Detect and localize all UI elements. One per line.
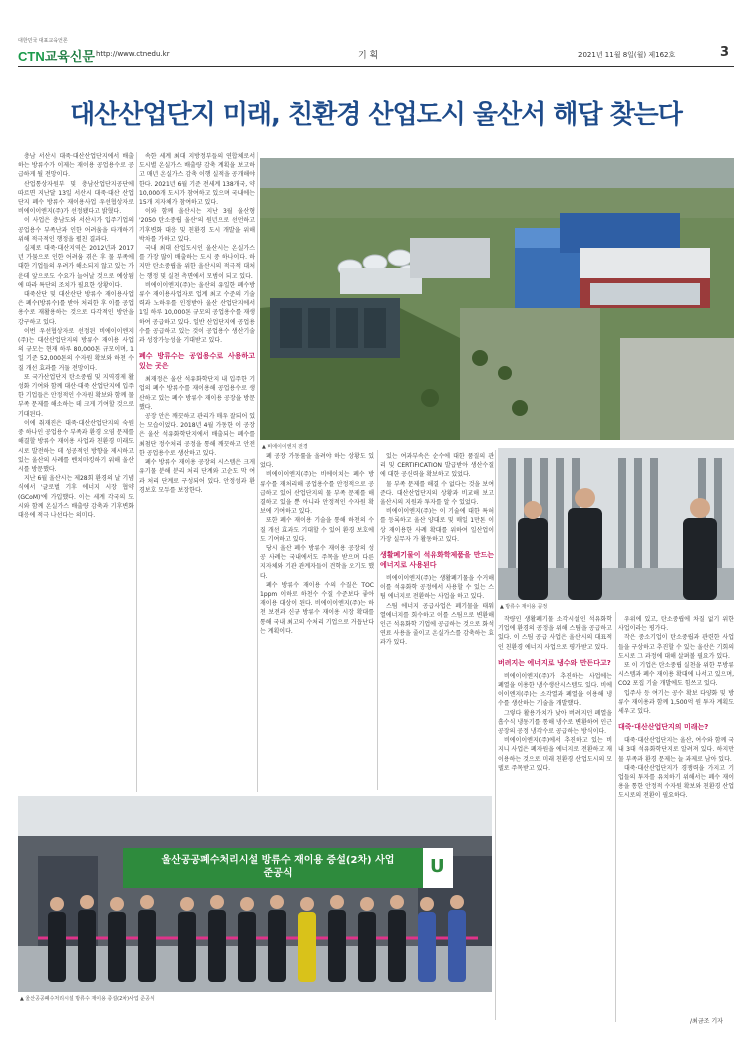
paragraph: 대죽·대산산업단지는 울산, 여수와 함께 국내 3대 석유화학단지로 알려져 있다. 하지만 물 부족과 환경 문제는 늘 과제로 남아 있다.	[618, 737, 734, 763]
paragraph: 또 국가산업단지 탄소중립 및 지역경제 활성화 기여와 함께 대산·대죽 산업단지에 입주한 기업들은 안정적인 수자원 확보와 함께 물 부족 문제를 해소하는 데 크게 기여할 것으로 기대된다.	[18, 373, 134, 418]
newspaper-logo[interactable]	[18, 38, 95, 65]
paragraph: 대죽산단 및 대산산단 방류수 재이용사업은 폐수(방류수)를 받아 처리한 후 이를 공업용수로 재활용하는 것으로 다각적인 방안을 강구하고 있다.	[18, 291, 134, 326]
paragraph: 작은 중소기업이 탄소중립과 관련한 사업들을 구상하고 추진할 수 있는 울산은 기회의 도시로 그 과정에 대해 살펴볼 필요가 있다.	[618, 634, 734, 660]
aerial-photo-caption: ▲ 비에이이엔지 전경	[262, 444, 308, 450]
paragraph: 입주사 등 여기는 공수 확보 다양화 및 방류수 재이용과 함께 1,500억 원 투자 계획도 세우고 있다.	[618, 689, 734, 716]
ceremony-banner-logo: U	[430, 856, 445, 877]
paragraph: 폐 공장 가동률을 올려야 하는 상황도 있었다.	[260, 453, 374, 470]
paragraph: 실제로 대죽·대산지역은 2012년과 2017년 가뭄으로 인한 어려움 겪은 후 물 부족에 대한 기업들의 우려가 해소되지 않고 있는 가운데 앞으로도 수요가 늘어날 것으로 예상됨에 따라 특단의 조치가 필요한 상황이다.	[18, 245, 134, 289]
paragraph: 산업통상자원부 및 충남산업단지공단에 따르면 지난달 13일 서산시 대죽·대산 산업단지 폐수 방류수 재이용사업 우선협상자로 비에이이엔지(주)가 선정됐다고 밝혔다.	[18, 180, 134, 216]
paragraph: 이에 취재진은 대죽·대산산업단지의 숙원 중 하나인 공업용수 부족과 환경 오염 문제를 해결할 방류수 재이용 사업과 친환경 미래도시로 발전하는 데 성공적인 방향을 제시하고 있는 울산의 사례를 벤치마킹하기 위해 울산시를 방문했다.	[18, 419, 134, 473]
brand-tagline: 대한민국 대표교육언론	[18, 38, 68, 44]
column-divider	[136, 152, 137, 792]
paragraph: 우위에 있고, 탄소중립에 차질 없기 위한 사업이라는 평가다.	[618, 616, 734, 633]
site-url[interactable]: http://www.ctnedu.kr	[96, 50, 170, 58]
aerial-photo-illustration	[260, 158, 734, 440]
ceremony-attendees	[38, 892, 478, 992]
paragraph: 그렇다 활용가치가 낮아 버려지던 폐열을 흡수식 냉동기를 통해 냉수로 변환하여 인근 공장의 공정 냉각수로 공급하는 방식이다.	[498, 709, 612, 736]
paragraph: 작량인 생활폐기물 소각시설인 석유화학 기업에 환경의 공정을 위해 스팀을 공급하고 있다. 이 스팀 공급 사업은 울산시의 대표적인 친환경 에너지 사업으로 평가받고 있다.	[498, 616, 612, 651]
paragraph: 최재정은 울산 석유화학단지 내 입주한 기업의 폐수 방류수를 재이용해 공업용수로 생산하고 있는 폐수 방류수 재이용 공장을 방문했다.	[139, 376, 255, 411]
paragraph: 폐수 방류수 재이용 공장의 시스템은 크게 유기물 분해 분리 처리 단계와 고순도 막 여과 처리 단계로 구성되어 있다. 안정성과 환경보호 모두를 보장한다.	[139, 459, 255, 494]
paragraph: 이 사업은 충남도와 서산시가 입주기업의 공업용수 부족난과 인한 어려움을 타개하기 위해 적극적인 행정을 펼친 결과다.	[18, 217, 134, 243]
byline: /최금조 기자	[690, 1018, 723, 1025]
section-subhead: 버려지는 에너지로 냉수와 만든다고?	[498, 658, 611, 667]
paragraph: 충남 서산시 대죽·대산산업단지에서 배출하는 방류수가 이제는 재이용 공업용수로 공급하게 될 전망이다.	[18, 153, 134, 179]
section-subhead: 폐수 방류수는 공업용수로 사용하고 있는 곳은	[139, 352, 255, 371]
column-6	[618, 615, 734, 1015]
paragraph: 스팀 에너지 공급사업은 폐기물을 태워 열에너지를 회수하고 이를 스팀으로 변환해 인근 석유화학 기업에 공급하는 것으로 화석연료 사용을 줄이고 온실가스를 감축하는 효과가 있다.	[380, 602, 494, 647]
paragraph: 대죽·대산산업단지가 경쟁력을 가지고 기업들의 투자를 유치하기 위해서는 폐수 재이용을 통한 안정적 수자원 확보와 친환경 산업도시로의 전환이 필요하다.	[618, 764, 734, 800]
paragraph: 비에이이엔지(주)가 추진하는 사업에는 폐열을 이용한 냉수생산시스템도 있다. 비에이이엔지(주)는 소각열과 폐열을 이용해 냉수를 생산하는 기술을 개발했다.	[498, 672, 612, 708]
attendees-group	[38, 892, 478, 992]
paragraph: 비에이이엔지(주)는 생활폐기물을 수거해 이를 석유화학 공정에서 사용할 수 있는 스팀 에너지로 전환하는 사업을 하고 있다.	[380, 575, 494, 601]
plant-visit-illustration	[498, 448, 734, 600]
plant-visit-caption: ▲ 방류수 재이용 공정	[500, 604, 548, 610]
paragraph: 물 부족 문제를 해결 수 없다는 것을 보여준다. 대산산업단지의 상황과 비교해 보고 울산시의 지원과 투자를 알 수 있었다.	[380, 480, 494, 507]
column-divider	[615, 612, 616, 1022]
column-5	[498, 615, 612, 1025]
column-divider	[495, 450, 496, 1020]
headline: 대산산업단지 미래, 친환경 산업도시 울산서 해답 찾는다	[70, 100, 682, 130]
paragraph: 비에이이엔지(주)는 울산의 유일한 폐수방류수 재이용사업자로 업계 최고 수준의 기술력과 노하우를 인정받아 울산 산업단지에서 1일 하루 10,000톤 규모의 공업용수를 재생하여 공급하고 있다. 일반 산업단지에 공업용수를 공급하고 있는 것이 공업용수 생산기술과 성장가능성을 기대받고 있다.	[139, 281, 255, 345]
paragraph: 국내 최대 산업도시인 울산시는 온실가스를 가장 많이 배출하는 도시 중 하나이다. 하지만 탄소중립을 위한 울산시의 적극적 대처는 행정 및 실천 측면에서 모범이 되고 있다.	[139, 245, 255, 280]
column-2	[139, 152, 255, 792]
column-4	[380, 452, 494, 752]
paragraph: 있는 여과부속은 순수에 대한 품질의 관리 및 CERTIFICATION 발급받아 생산수질에 대한 공신력을 확보하고 있었다.	[380, 453, 494, 479]
brand-ctn: CTN	[18, 49, 45, 64]
plant-visit-photo	[498, 448, 734, 600]
column-divider	[377, 450, 378, 790]
paragraph: 이번 우선협상자로 선정된 비에이이엔지(주)는 대산산업단지의 방류수 재이용 사업의 규모는 현재 하루 80,000톤 규모이며, 1일 기준 52,000톤의 수자원 확보와 하천 수질 개선 효과를 거둘 전망이다.	[18, 327, 134, 372]
column-divider	[257, 152, 258, 792]
paragraph: 비에이이엔지(주)에서 추진하고 있는 비지니 사업은 폐자원을 에너지로 전환하고 재이용하는 것으로 미래 친환경 산업도시의 모델로 주목받고 있다.	[498, 737, 612, 772]
paragraph: 당시 울산 폐수 방류수 재이용 공장의 성공 사례는 국내에서도 주목을 받으며 다른 지자체와 기관 관계자들이 견학을 오기도 했다.	[260, 545, 374, 580]
masthead	[18, 38, 734, 67]
paragraph: 속한 세계 최대 지방정부들의 연합체로서 도시별 온실가스 배출량 감축 계획을 보고하고 매년 온실가스 감축 이행 실적을 공개해야 한다. 2021년 6월 기준 전세계 138개국, 약 10,000개 도시가 참여하고 있으며 국내에는 15개 지자체가 참여하고 있다.	[139, 153, 255, 207]
paragraph: 비에이이엔지(주)는 비에이치는 폐수 방류수를 재처리해 공업용수를 안정적으로 공급하고 있어 산업단지의 물 부족 문제를 해결하고 있을 뿐 아니라 안정적인 수자원 확보에 기여하고 있다.	[260, 471, 374, 516]
section-label: 기 획	[358, 51, 379, 61]
ceremony-banner-text: 울산공공폐수처리시설 방류수 재이용 증설(2차) 사업 준공식	[161, 855, 395, 879]
paragraph: 비에이이엔지(주)는 이 기술에 대한 특허를 등록하고 울산 양대로 및 매일 1만톤 이상 재이용한 사례 확대를 위하여 일산업이 가장 실무자 가 활동하고 있다.	[380, 508, 494, 543]
page-number: 3	[720, 45, 730, 60]
paragraph: 또 이 기업은 탄소중립 실천을 위한 무방류 시스템과 폐수 재이용 확대에 나서고 있으며, CO2 포집 기술 개발에도 힘쓰고 있다.	[618, 662, 734, 688]
aerial-factory-photo	[260, 158, 734, 440]
paragraph: 폐수 방류수 재이용 수의 수질은 TOC 1ppm 이하로 하천수 수질 수준보다 좋아 재이용 대상이 된다. 비에이이엔지(주)는 하천 보전과 신규 방류수 재이용 시장 확대를 통해 국내 최고의 수처리 기업으로 거듭난다는 계획이다.	[260, 581, 374, 635]
paragraph: 이와 함께 울산시는 지난 3월 울산형 '2050 탄소중립 울산'의 원년으로 선언하고 기후변화 대응 및 친환경 도시 개발을 위해 박차를 가하고 있다.	[139, 208, 255, 243]
ceremony-caption: ▲ 울산공공폐수처리시설 방류수 재이용 증설(2차)사업 준공식	[20, 996, 155, 1002]
paragraph: 지난 6월 울산시는 제28회 환경의 날 기념식에서 '글로벌 기후 에너지 시장 협약(GCoM)'에 가입했다. 이는 세계 각국의 도시와 함께 온실가스 배출량 감축과 기후변화 대응에 적극 나선다는 의미다.	[18, 475, 134, 519]
section-subhead: 대죽·대산산업단지의 미래는?	[618, 723, 709, 732]
paragraph: 또한 폐수 재이용 기술을 통해 하천의 수질 개선 효과도 기대할 수 있어 환경 보호에도 기여하고 있다.	[260, 517, 374, 543]
ceremony-photo	[18, 796, 492, 992]
section-subhead: 생활폐기물이 석유화학제품을 만드는 에너지로 사용된다	[380, 551, 494, 570]
paragraph: 공장 안은 깨끗하고 관리가 매우 잘되어 있는 모습이었다. 2018년 4월 가동한 이 공장은 울산 석유화학단지에서 배출되는 폐수를 최첨단 정수처리 공정을 통해 깨끗하고 안전한 공업용수로 생산하고 있다.	[139, 413, 255, 457]
brand-name: 교육신문	[44, 49, 95, 64]
column-3	[260, 452, 374, 792]
issue-date: 2021년 11월 8일(월) 제162호	[578, 51, 676, 59]
